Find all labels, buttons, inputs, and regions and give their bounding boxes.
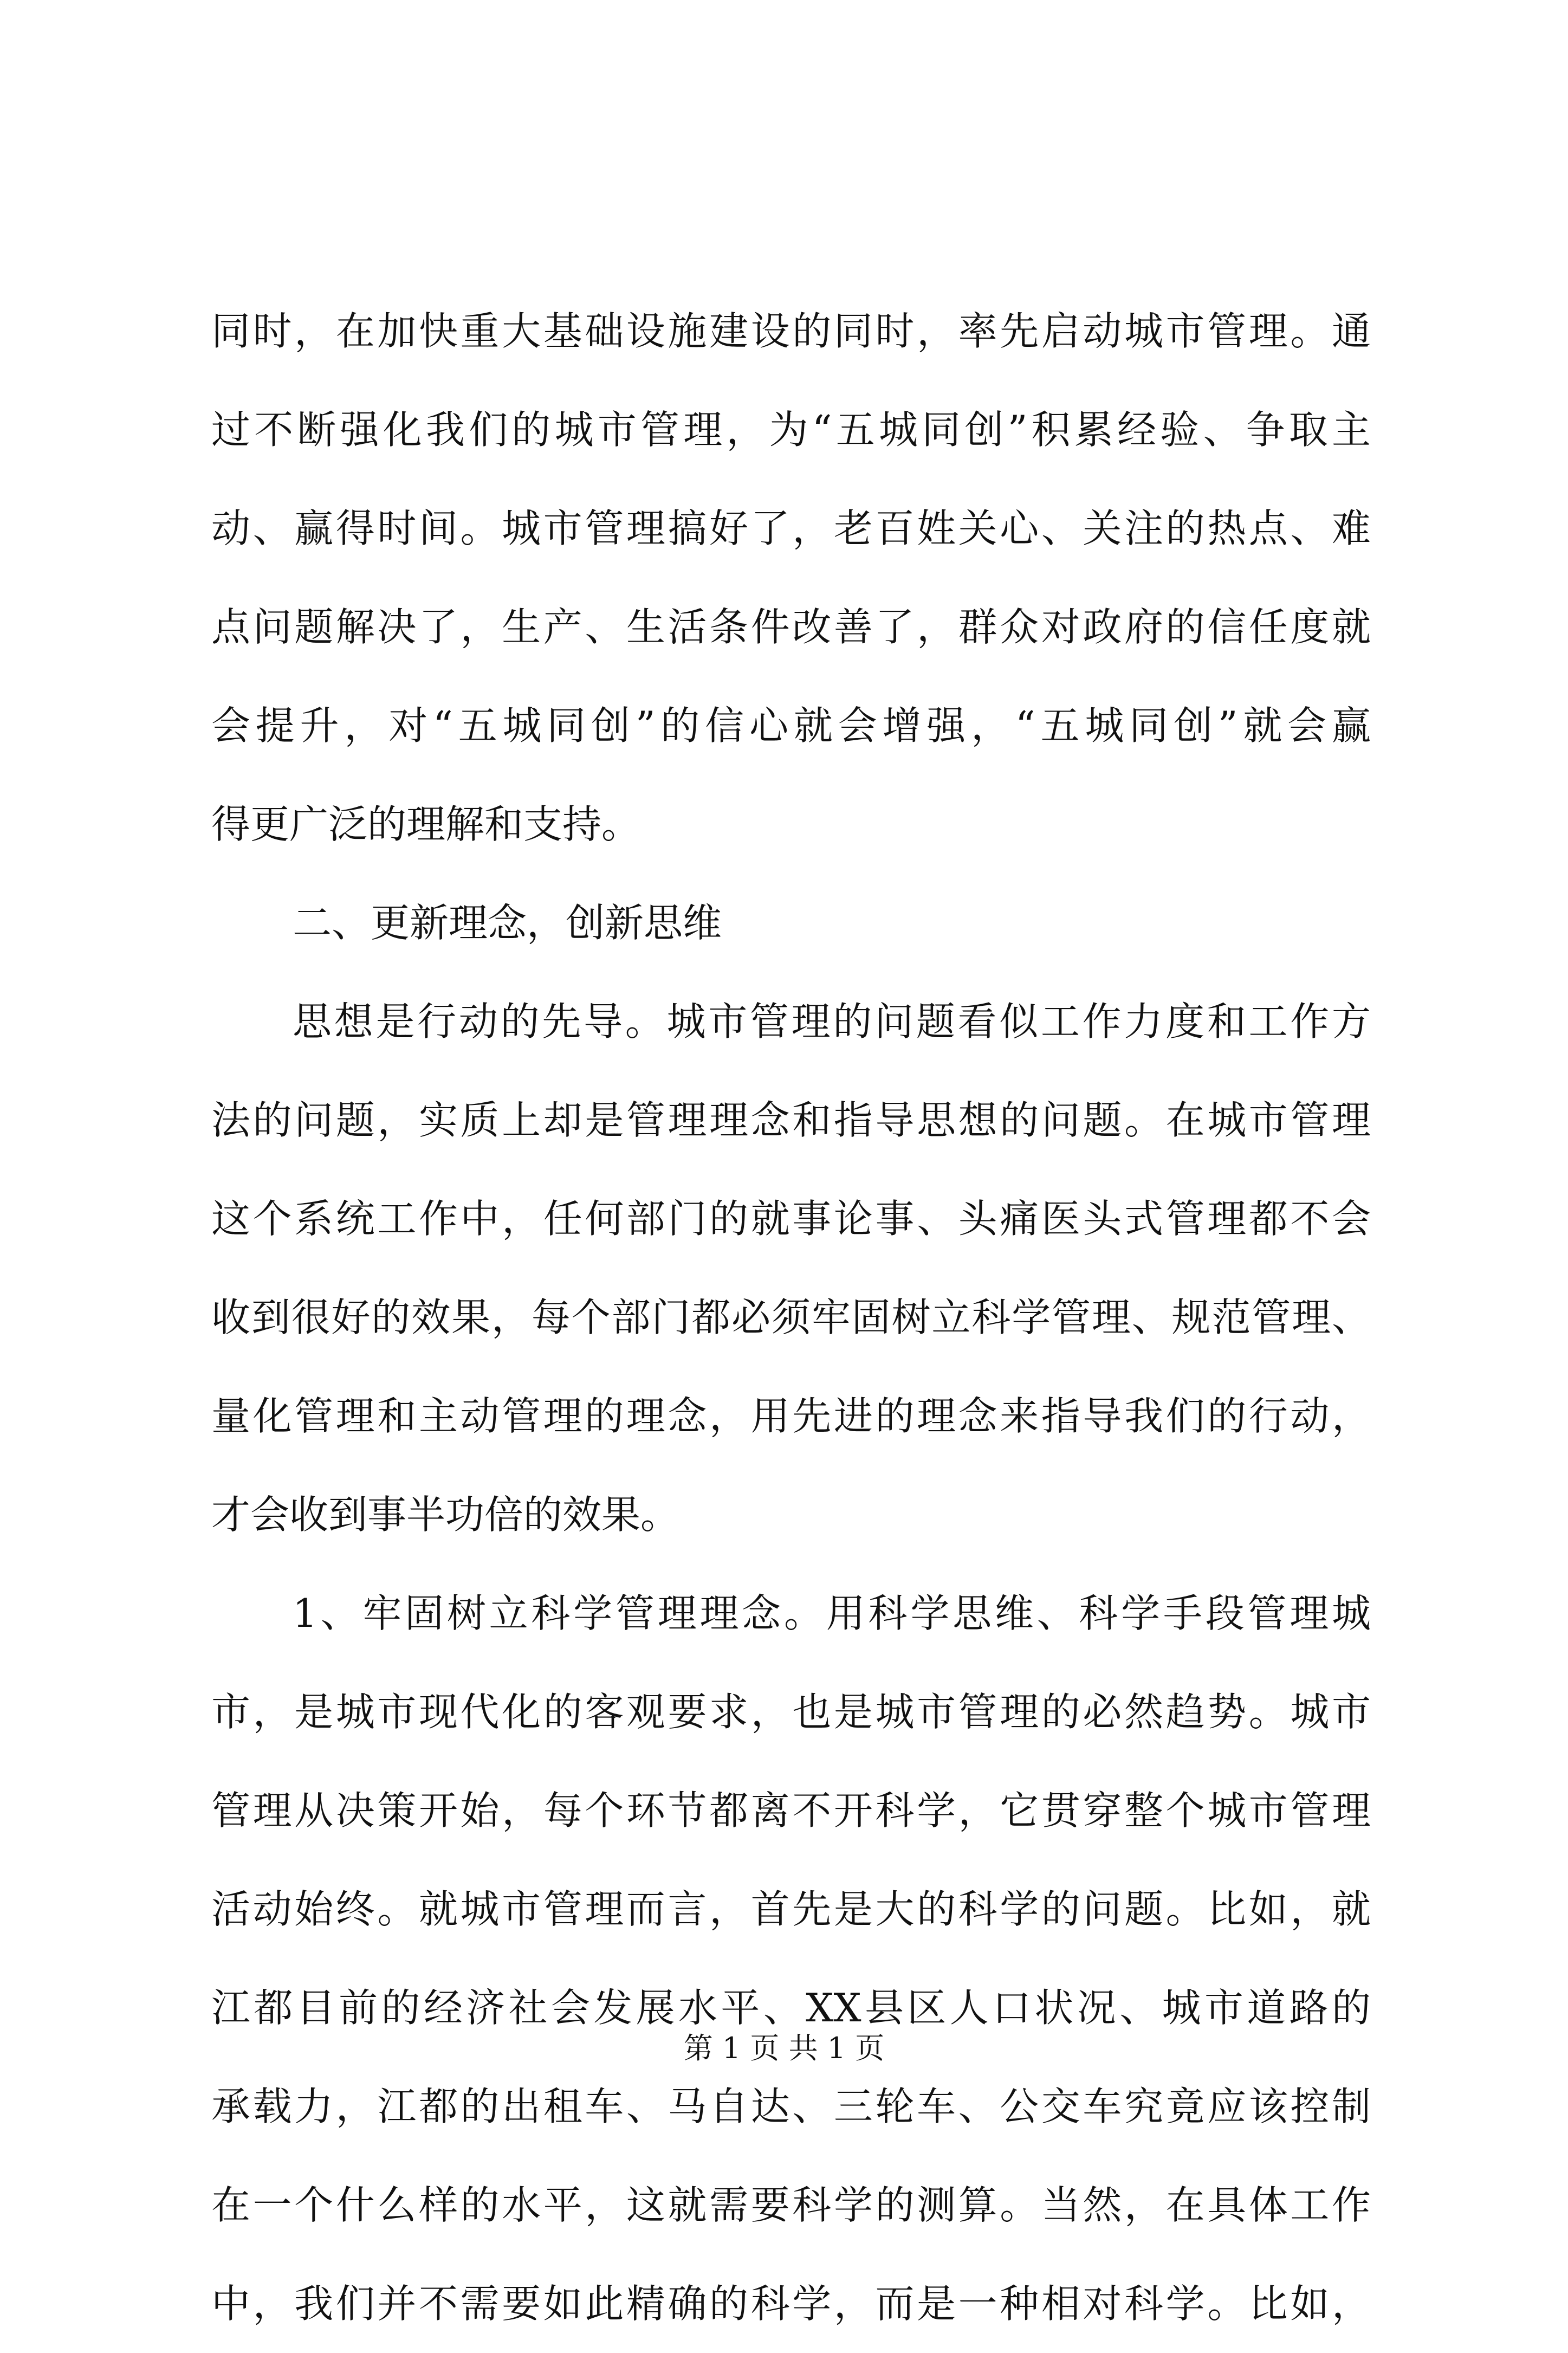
- page-footer: [0, 2027, 1568, 2070]
- text-line: 江都目前的经济社会发展水平、XX县区人口状况、城市道路的: [211, 1985, 1371, 2031]
- text-line: 收到很好的效果，每个部门都必须牢固树立科学管理、规范管理、: [211, 1295, 1371, 1340]
- text-line: 市，是城市现代化的客观要求，也是城市管理的必然趋势。城市: [211, 1689, 1371, 1735]
- text-line: 活动始终。就城市管理而言，首先是大的科学的问题。比如，就: [211, 1886, 1371, 1932]
- text-line: 这个系统工作中，任何部门的就事论事、头痛医头式管理都不会: [211, 1196, 1371, 1242]
- text-line: 动、赢得时间。城市管理搞好了，老百姓关心、关注的热点、难: [211, 506, 1371, 551]
- text-line: 中，我们并不需要如此精确的科学，而是一种相对科学。比如，: [211, 2281, 1371, 2326]
- text-line: 才会收到事半功倍的效果。: [211, 1492, 680, 1537]
- text-line: 会提升，对“五城同创”的信心就会增强，“五城同创”就会赢: [211, 703, 1371, 748]
- text-line: 在一个什么样的水平，这就需要科学的测算。当然，在具体工作: [211, 2182, 1371, 2228]
- text-line: 过不断强化我们的城市管理，为“五城同创”积累经验、争取主: [211, 407, 1371, 452]
- text-line: 法的问题，实质上却是管理理念和指导思想的问题。在城市管理: [211, 1097, 1371, 1143]
- section-heading: 二、更新理念，创新思维: [293, 900, 722, 946]
- text-line: 得更广泛的理解和支持。: [211, 801, 641, 847]
- text-line: 承载力，江都的出租车、马自达、三轮车、公交车究竟应该控制: [211, 2084, 1371, 2129]
- text-line: 量化管理和主动管理的理念，用先进的理念来指导我们的行动，: [211, 1393, 1371, 1439]
- text-line: 同时，在加快重大基础设施建设的同时，率先启动城市管理。通: [211, 308, 1371, 354]
- text-line: 思想是行动的先导。城市管理的问题看似工作力度和工作方: [293, 999, 1371, 1044]
- page-number-label: 第 1 页 共 1 页: [683, 2031, 885, 2065]
- text-line: 管理从决策开始，每个环节都离不开科学，它贯穿整个城市管理: [211, 1788, 1371, 1833]
- text-line: 点问题解决了，生产、生活条件改善了，群众对政府的信任度就: [211, 604, 1371, 650]
- text-line: 1、牢固树立科学管理理念。用科学思维、科学手段管理城: [293, 1591, 1371, 1636]
